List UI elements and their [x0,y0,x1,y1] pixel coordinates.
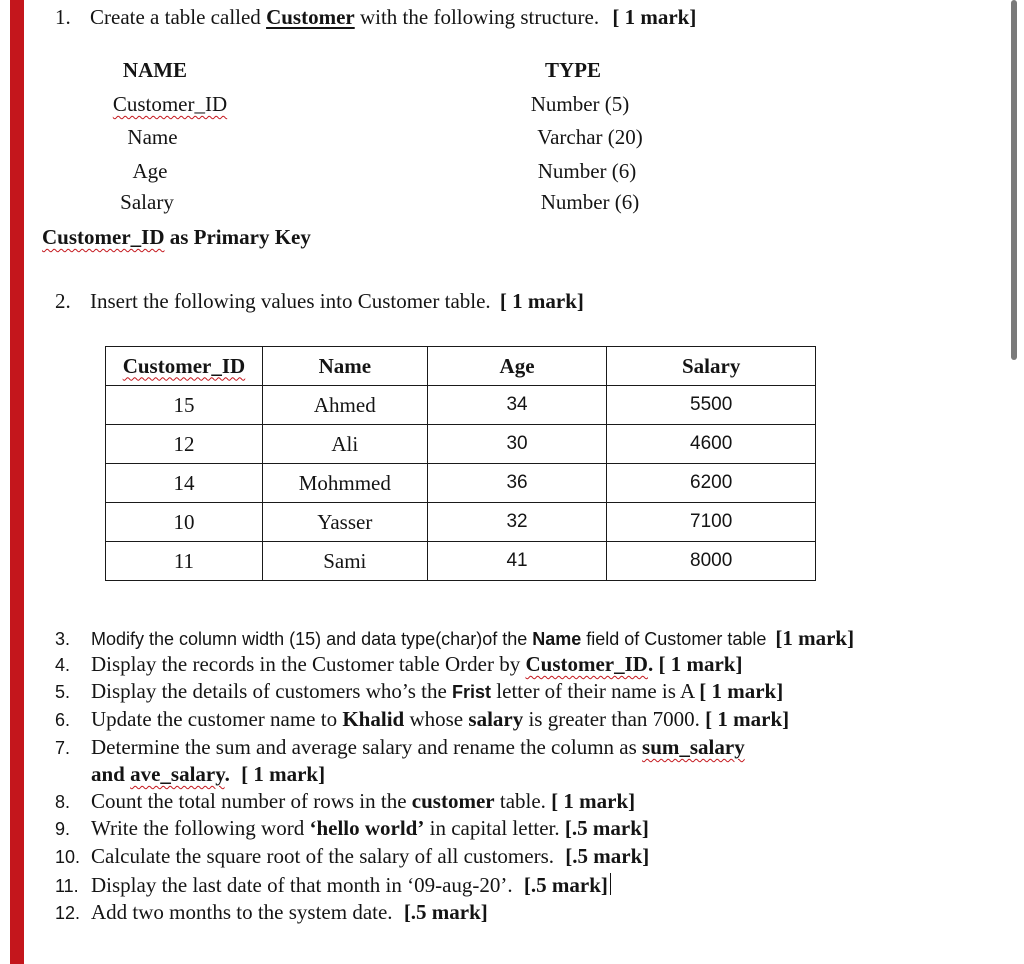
table-row [106,386,816,425]
column-header-label: Customer_ID [122,353,246,378]
structure-field-name: Salary [120,190,174,214]
table-header-row [106,347,816,386]
q6-text3: is greater than 7000. [523,707,700,731]
customer-table [105,346,816,581]
column-header [106,347,263,386]
q11-mark: [.5 mark] [523,873,608,897]
table-cell: 8000 [607,542,816,581]
q4-mark: . [ 1 mark] [647,652,743,676]
table-cell: 14 [106,464,263,503]
structure-type-header: TYPE [544,58,601,82]
q9-bold: ‘hello world’ [309,816,425,840]
primary-key-field: Customer_ID [42,225,165,249]
question-9 [55,816,649,841]
q5-mark: [ 1 mark] [699,679,784,703]
q3-mark: [1 mark] [775,626,855,650]
table-cell: 12 [106,425,263,464]
q10-number: 10. [55,847,81,867]
table-cell: 34 [427,386,607,425]
q4-field: Customer_ID [525,652,648,676]
q2-number: 2. [55,289,71,313]
q7-tail: . [224,762,230,786]
table-row [106,425,816,464]
q1-table-name: Customer [266,5,355,29]
table-cell: 5500 [607,386,816,425]
structure-field-name: Age [132,159,168,183]
table-row [106,542,816,581]
question-6 [55,707,789,732]
structure-name-header: NAME [122,58,188,82]
q9-text2: in capital letter. [424,816,560,840]
q8-mark: [ 1 mark] [551,789,636,813]
q9-text: Write the following word [91,816,310,840]
primary-key-line [42,225,311,250]
q12-text: Add two months to the system date. [91,900,393,924]
table-row [106,464,816,503]
primary-key-text: as Primary Key [164,225,311,249]
q1-mark: [ 1 mark] [612,5,697,29]
column-header: Salary [607,347,816,386]
table-cell: 10 [106,503,263,542]
q11-number: 11. [55,876,79,896]
q7-mark: [ 1 mark] [241,762,326,786]
q3-bold: Name [532,629,582,649]
q6-text: Update the customer name to [91,707,343,731]
q8-number: 8. [55,792,71,812]
q3-text: Modify the column width (15) and data type(char)of the [91,629,533,649]
q5-number: 5. [55,682,71,702]
table-cell: 6200 [607,464,816,503]
table-cell: 7100 [607,503,816,542]
table-cell: 32 [427,503,607,542]
q7-col2: ave_salary [130,762,225,786]
question-12 [55,900,488,925]
text-cursor [610,873,612,895]
q10-mark: [.5 mark] [565,844,650,868]
q8-text: Count the total number of rows in the [91,789,412,813]
q8-bold: customer [411,789,495,813]
table-cell: Mohmmed [262,464,427,503]
q6-bold2: salary [468,707,524,731]
table-cell: 30 [427,425,607,464]
table-cell: Ahmed [262,386,427,425]
question-1 [55,5,696,30]
q9-number: 9. [55,819,71,839]
q4-number: 4. [55,655,71,675]
q7-and: and [91,762,131,786]
structure-field-name: Customer_ID [112,92,228,116]
question-7-line-2 [91,762,325,787]
question-4 [55,652,742,677]
structure-field-type: Number (6) [537,159,637,183]
column-header: Age [427,347,607,386]
q5-bold: Frist [452,682,492,702]
margin-red-bar [10,0,24,964]
table-cell: Ali [262,425,427,464]
table-cell: 36 [427,464,607,503]
q11-text: Display the last date of that month in ‘09-aug-20’. [91,873,513,897]
structure-field-type: Varchar (20) [537,125,643,149]
q4-text: Display the records in the Customer table Order by [91,652,526,676]
q6-number: 6. [55,710,71,730]
table-cell: 4600 [607,425,816,464]
q8-text2: table. [494,789,546,813]
q6-bold: Khalid [342,707,405,731]
question-8 [55,789,635,814]
question-10 [55,844,649,869]
q9-mark: [.5 mark] [564,816,649,840]
q3-number: 3. [55,629,71,649]
q7-number: 7. [55,738,71,758]
table-cell: Sami [262,542,427,581]
structure-field-name: Name [127,125,178,149]
q3-text2: field of Customer table [581,629,767,649]
q12-mark: [.5 mark] [403,900,488,924]
q10-text: Calculate the square root of the salary of all customers. [91,844,555,868]
table-cell: 15 [106,386,263,425]
question-7 [55,735,745,760]
q6-text2: whose [404,707,469,731]
q1-text: Create a table called [90,5,267,29]
q12-number: 12. [55,903,81,923]
question-11 [55,873,611,898]
q5-text: Display the details of customers who’s the [91,679,453,703]
question-3 [55,626,854,651]
table-cell: 11 [106,542,263,581]
structure-field-type: Number (5) [530,92,630,116]
question-5 [55,679,783,704]
q2-text: Insert the following values into Customer table. [90,289,491,313]
q1-text-after: with the following structure. [354,5,600,29]
q2-mark: [ 1 mark] [499,289,584,313]
q7-text: Determine the sum and average salary and rename the column as [91,735,643,759]
table-row [106,503,816,542]
question-2 [55,289,584,314]
column-header: Name [262,347,427,386]
q5-text2: letter of their name is A [491,679,694,703]
table-cell: Yasser [262,503,427,542]
q1-number: 1. [55,5,71,29]
table-cell: 41 [427,542,607,581]
q7-col1: sum_salary [642,735,745,759]
scrollbar-thumb[interactable] [1011,0,1017,360]
q6-mark: [ 1 mark] [705,707,790,731]
structure-field-type: Number (6) [540,190,640,214]
